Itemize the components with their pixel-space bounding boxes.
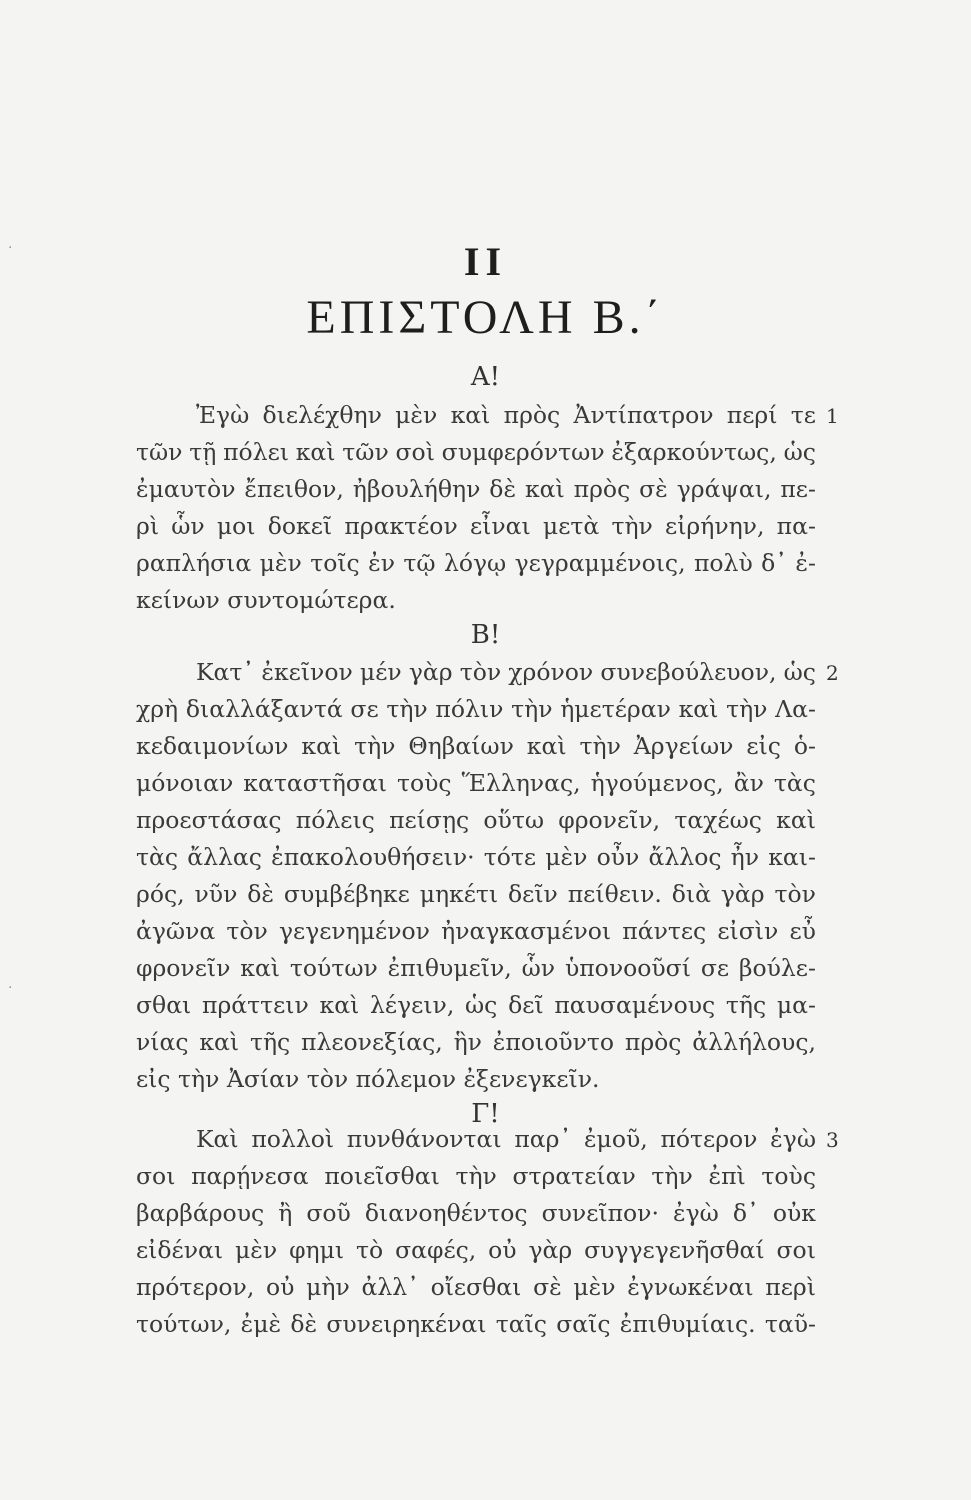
margin-number: 1 (826, 404, 839, 428)
text-line: Καὶ πολλοὶ πυνθάνονται παρ᾽ ἐμοῦ, πότερον ἐγὼ (196, 1125, 816, 1153)
section-label: Β! (470, 620, 501, 650)
text-line: ἐμαυτὸν ἔπειθον, ἠβουλήθην δὲ καὶ πρὸς σὲ γράψαι, πε- (136, 475, 816, 503)
section-label: Α! (470, 362, 501, 392)
chapter-number: II (463, 239, 508, 284)
text-line: Κατ᾽ ἐκεῖνον μέν γὰρ τὸν χρόνον συνεβούλευον, ὡς (196, 658, 816, 686)
section-label: Γ! (471, 1099, 500, 1129)
text-line: Ἐγὼ διελέχθην μὲν καὶ πρὸς Ἀντίπατρον περί τε (196, 401, 816, 429)
margin-speck: · (8, 980, 13, 996)
text-line: τῶν τῇ πόλει καὶ τῶν σοὶ συμφερόντων ἐξαρκούντως, ὡς (136, 438, 816, 466)
text-line: βαρβάρους ἢ σοῦ διανοηθέντος συνεῖπον· ἐγὼ δ᾽ οὐκ (136, 1199, 816, 1227)
text-line: ρὶ ὧν μοι δοκεῖ πρακτέον εἶναι μετὰ τὴν εἰρήνην, πα- (136, 512, 816, 540)
text-line: ἀγῶνα τὸν γεγενημένον ἠναγκασμένοι πάντες εἰσὶν εὖ (136, 917, 816, 945)
text-line: χρὴ διαλλάξαντά σε τὴν πόλιν τὴν ἡμετέραν καὶ τὴν Λα- (136, 695, 816, 723)
margin-number: 2 (826, 661, 839, 685)
text-line: ρός, νῦν δὲ συμβέβηκε μηκέτι δεῖν πείθειν. διὰ γὰρ τὸν (136, 880, 816, 908)
text-line: κείνων συντομώτερα. (136, 586, 396, 614)
text-line: τούτων, ἐμὲ δὲ συνειρηκέναι ταῖς σαῖς ἐπιθυμίαις. ταῦ- (136, 1310, 816, 1338)
text-line: εἰς τὴν Ἀσίαν τὸν πόλεμον ἐξενεγκεῖν. (136, 1065, 600, 1093)
text-line: προεστάσας πόλεις πείσῃς οὕτω φρονεῖν, ταχέως καὶ (136, 806, 816, 834)
text-line: φρονεῖν καὶ τούτων ἐπιθυμεῖν, ὧν ὑπονοοῦσί σε βούλε- (136, 954, 816, 982)
margin-speck: · (8, 240, 13, 256)
text-line: πρότερον, οὐ μὴν ἀλλ᾽ οἴεσθαι σὲ μὲν ἐγνωκέναι περὶ (136, 1273, 816, 1301)
text-line: κεδαιμονίων καὶ τὴν Θηβαίων καὶ τὴν Ἀργείων εἰς ὁ- (136, 732, 816, 760)
text-line: νίας καὶ τῆς πλεονεξίας, ἣν ἐποιοῦντο πρὸς ἀλλήλους, (136, 1028, 816, 1056)
text-line: εἰδέναι μὲν φημι τὸ σαφές, οὐ γὰρ συγγεγενῆσθαί σοι (136, 1236, 816, 1264)
text-line: σθαι πράττειν καὶ λέγειν, ὡς δεῖ παυσαμένους τῆς μα- (136, 991, 816, 1019)
text-line: ραπλήσια μὲν τοῖς ἐν τῷ λόγῳ γεγραμμένοις, πολὺ δ᾽ ἐ- (136, 549, 816, 577)
text-line: μόνοιαν καταστῆσαι τοὺς Ἕλληνας, ἡγούμενος, ἂν τὰς (136, 769, 816, 797)
text-line: σοι παρῄνεσα ποιεῖσθαι τὴν στρατείαν τὴν ἐπὶ τοὺς (136, 1162, 816, 1190)
text-line: τὰς ἄλλας ἐπακολουθήσειν· τότε μὲν οὖν ἄλλος ἦν και- (136, 843, 816, 871)
letter-title: ΕΠΙΣΤΟΛΗ Β.΄ (306, 291, 665, 344)
margin-number: 3 (826, 1128, 839, 1152)
